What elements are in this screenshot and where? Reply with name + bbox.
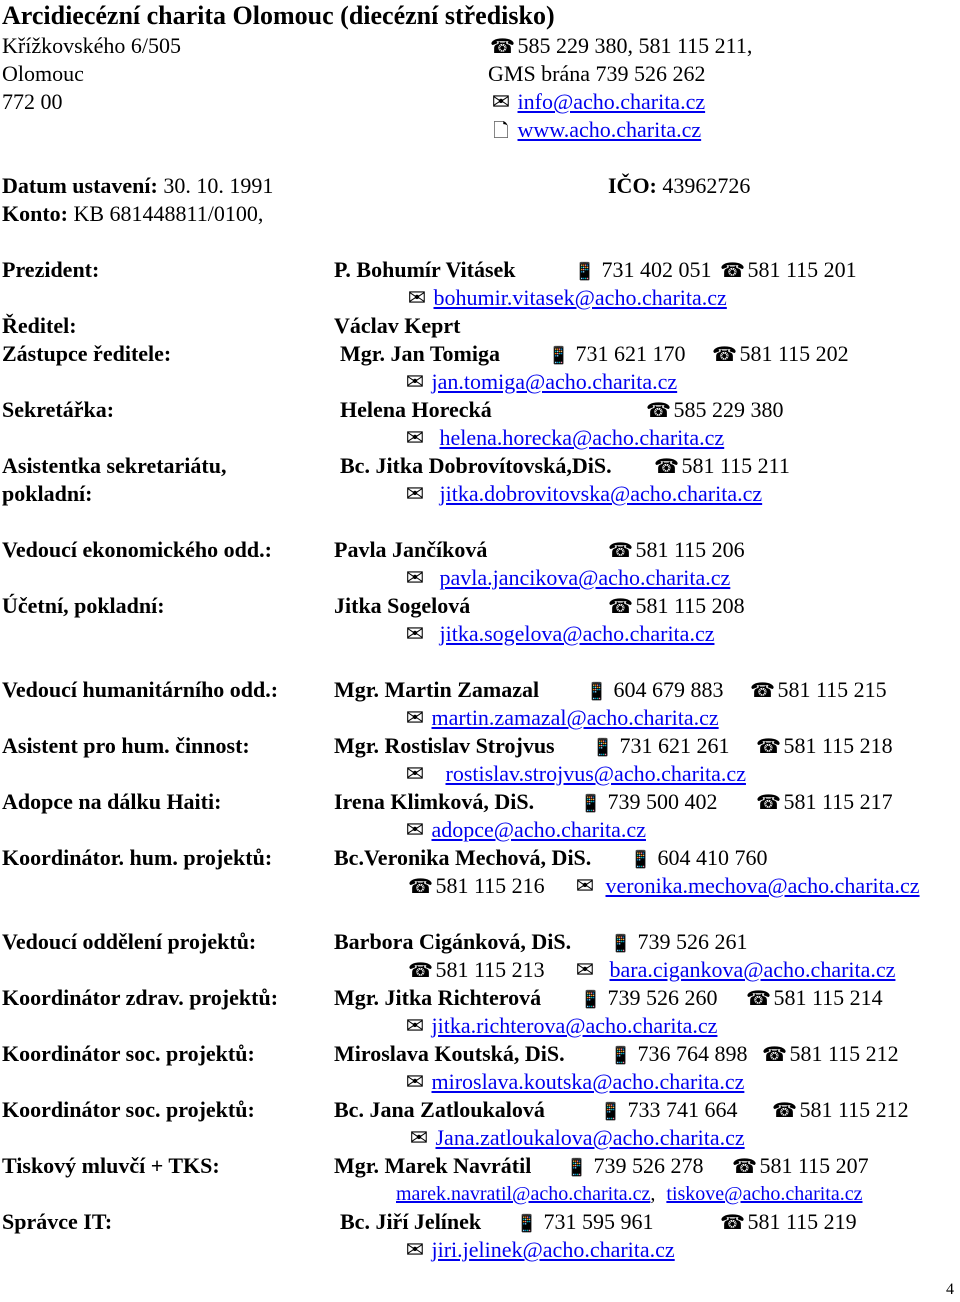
- telephone-icon: ☎: [646, 398, 671, 422]
- staff-phone: ☎ 581 115 208: [608, 593, 745, 618]
- staff-email: [404, 760, 746, 788]
- staff-email: [404, 704, 719, 732]
- staff-role: Koordinátor. hum. projektů:: [2, 845, 273, 870]
- staff-name: Irena Klimková, DiS.: [334, 789, 535, 814]
- staff-name: Barbora Cigánková, DiS.: [334, 929, 572, 954]
- staff-role: Koordinátor soc. projektů:: [2, 1097, 255, 1122]
- telephone-icon: ☎: [762, 1042, 787, 1066]
- envelope-icon: ✉: [405, 762, 425, 787]
- staff-email-link[interactable]: jitka.dobrovitovska@acho.charita.cz: [439, 481, 763, 506]
- staff-email: [574, 956, 895, 984]
- staff-role: Ředitel:: [2, 313, 77, 338]
- staff-mobile: 📱 739 500 402: [580, 788, 718, 816]
- staff-name: Václav Keprt: [334, 313, 461, 338]
- staff-role: Asistentka sekretariátu,: [2, 453, 227, 478]
- staff-name: Mgr. Jan Tomiga: [340, 341, 500, 366]
- page-number: 4: [946, 1281, 954, 1298]
- staff-email-link[interactable]: helena.horecka@acho.charita.cz: [439, 425, 725, 450]
- staff-name: Miroslava Koutská, DiS.: [334, 1041, 565, 1066]
- telephone-icon: ☎: [756, 790, 781, 814]
- address-zip: 772 00: [2, 89, 63, 114]
- staff-email: [404, 620, 714, 648]
- staff-phone: ☎ 581 115 215: [750, 677, 887, 702]
- staff-role: Tiskový mluvčí + TKS:: [2, 1153, 220, 1178]
- mobile-phone-icon: 📱: [592, 738, 614, 758]
- staff-phone: ☎ 581 115 214: [746, 985, 883, 1010]
- mobile-phone-icon: 📱: [610, 934, 632, 954]
- staff-mobile: 📱 604 679 883: [586, 676, 724, 704]
- staff-name: Jitka Sogelová: [334, 593, 471, 618]
- telephone-icon: ☎: [712, 342, 737, 366]
- staff-email-link[interactable]: bara.cigankova@acho.charita.cz: [609, 957, 896, 982]
- staff-mobile: 📱 739 526 260: [580, 984, 718, 1012]
- staff-email: [404, 564, 730, 592]
- staff-name: Helena Horecká: [340, 397, 492, 422]
- staff-email-link[interactable]: rostislav.strojvus@acho.charita.cz: [445, 761, 746, 786]
- staff-role: Správce IT:: [2, 1209, 113, 1234]
- mobile-phone-icon: 📱: [586, 682, 608, 702]
- staff-mobile: 📱 739 526 261: [610, 928, 748, 956]
- staff-email2-link[interactable]: tiskove@acho.charita.cz: [666, 1183, 863, 1205]
- envelope-icon: ✉: [405, 1070, 425, 1095]
- staff-email-link[interactable]: jitka.richterova@acho.charita.cz: [431, 1013, 718, 1038]
- mobile-phone-icon: 📱: [580, 794, 602, 814]
- envelope-icon: ✉: [491, 90, 511, 115]
- staff-name: Bc.Veronika Mechová, DiS.: [334, 845, 592, 870]
- staff-email-link[interactable]: marek.navratil@acho.charita.cz: [396, 1183, 651, 1205]
- envelope-icon: ✉: [575, 958, 595, 983]
- staff-email: [406, 284, 727, 312]
- staff-mobile: 📱 731 402 051: [574, 256, 712, 284]
- telephone-icon: ☎: [654, 454, 679, 478]
- staff-email-link[interactable]: martin.zamazal@acho.charita.cz: [431, 705, 719, 730]
- staff-name: Bc. Jitka Dobrovítovská,DiS.: [340, 453, 612, 478]
- staff-phone: ☎ 581 115 219: [720, 1209, 857, 1234]
- staff-mobile: 📱 731 621 261: [592, 732, 730, 760]
- staff-mobile: 📱 739 526 278: [566, 1152, 704, 1180]
- envelope-icon: ✉: [409, 1126, 429, 1151]
- envelope-icon: ✉: [405, 818, 425, 843]
- header-email: [490, 88, 705, 116]
- telephone-icon: ☎: [756, 734, 781, 758]
- telephone-icon: ☎: [608, 594, 633, 618]
- staff-email: [574, 872, 920, 900]
- mobile-phone-icon: 📱: [566, 1158, 588, 1178]
- header-phone: ☎ 585 229 380, 581 115 211,: [490, 33, 753, 58]
- staff-name: Mgr. Marek Navrátil: [334, 1153, 532, 1178]
- telephone-icon: ☎: [490, 34, 515, 58]
- staff-phone: ☎ 581 115 217: [756, 789, 893, 814]
- envelope-icon: ✉: [405, 1238, 425, 1263]
- staff-phone: ☎ 581 115 207: [732, 1153, 869, 1178]
- staff-phone: ☎ 581 115 212: [772, 1097, 909, 1122]
- staff-name: Mgr. Martin Zamazal: [334, 677, 540, 702]
- telephone-icon: ☎: [772, 1098, 797, 1122]
- staff-role: Účetní, pokladní:: [2, 593, 165, 618]
- ico-number: IČO: 43962726: [608, 173, 751, 198]
- mobile-phone-icon: 📱: [548, 346, 570, 366]
- telephone-icon: ☎: [746, 986, 771, 1010]
- staff-role: Vedoucí humanitárního odd.:: [2, 677, 279, 702]
- envelope-icon: ✉: [405, 370, 425, 395]
- staff-email-link[interactable]: adopce@acho.charita.cz: [431, 817, 646, 842]
- envelope-icon: ✉: [405, 706, 425, 731]
- staff-name: Mgr. Jitka Richterová: [334, 985, 542, 1010]
- staff-role: Sekretářka:: [2, 397, 115, 422]
- staff-phone: ☎ 581 115 202: [712, 341, 849, 366]
- telephone-icon: ☎: [408, 958, 433, 982]
- staff-name: Pavla Jančíková: [334, 537, 488, 562]
- staff-mobile: 📱 604 410 760: [630, 844, 768, 872]
- staff-email-link[interactable]: pavla.jancikova@acho.charita.cz: [439, 565, 731, 590]
- staff-email-link[interactable]: jitka.sogelova@acho.charita.cz: [439, 621, 715, 646]
- staff-name: Bc. Jiří Jelínek: [340, 1209, 482, 1234]
- envelope-icon: ✉: [405, 566, 425, 591]
- staff-email: [404, 1236, 675, 1264]
- staff-role: Zástupce ředitele:: [2, 341, 172, 366]
- staff-email: [404, 816, 646, 844]
- staff-phone: ☎ 581 115 212: [762, 1041, 899, 1066]
- telephone-icon: ☎: [750, 678, 775, 702]
- staff-mobile: 📱 731 621 170: [548, 340, 686, 368]
- address-street: Křížkovského 6/505: [2, 33, 182, 58]
- telephone-icon: ☎: [408, 874, 433, 898]
- envelope-icon: ✉: [407, 286, 427, 311]
- staff-role: Koordinátor soc. projektů:: [2, 1041, 255, 1066]
- address-city: Olomouc: [2, 61, 84, 86]
- staff-name: P. Bohumír Vitásek: [334, 257, 516, 282]
- telephone-icon: ☎: [720, 258, 745, 282]
- envelope-icon: ✉: [405, 622, 425, 647]
- envelope-icon: ✉: [575, 874, 595, 899]
- mobile-phone-icon: 📱: [600, 1102, 622, 1122]
- bank-account: Konto: KB 681448811/0100,: [2, 201, 264, 226]
- staff-role: Koordinátor zdrav. projektů:: [2, 985, 279, 1010]
- page-title: Arcidiecézní charita Olomouc (diecézní středisko): [2, 1, 555, 30]
- envelope-icon: ✉: [405, 1014, 425, 1039]
- mobile-phone-icon: 📱: [574, 262, 596, 282]
- staff-email: [404, 1012, 717, 1040]
- staff-role: Prezident:: [2, 257, 100, 282]
- founded-date: Datum ustavení: 30. 10. 1991: [2, 173, 274, 198]
- header-email-link[interactable]: info@acho.charita.cz: [517, 89, 706, 114]
- staff-role: Vedoucí oddělení projektů:: [2, 929, 257, 954]
- mobile-phone-icon: 📱: [580, 990, 602, 1010]
- staff-mobile: 📱 733 741 664: [600, 1096, 738, 1124]
- staff-email: marek.navratil@acho.charita.cz, tiskove@acho.charita.cz: [396, 1183, 863, 1205]
- staff-email-link[interactable]: veronika.mechova@acho.charita.cz: [605, 873, 920, 898]
- staff-role: Vedoucí ekonomického odd.:: [2, 537, 272, 562]
- header-web-link[interactable]: www.acho.charita.cz: [517, 117, 702, 142]
- header-web: [490, 116, 701, 144]
- staff-email: [408, 1124, 745, 1152]
- staff-email: [404, 480, 762, 508]
- telephone-icon: ☎: [608, 538, 633, 562]
- staff-role: Adopce na dálku Haiti:: [2, 789, 222, 814]
- staff-phone: ☎ 581 115 201: [720, 257, 857, 282]
- staff-email-link[interactable]: miroslava.koutska@acho.charita.cz: [431, 1069, 745, 1094]
- staff-phone: ☎ 581 115 216: [408, 873, 545, 898]
- staff-phone: ☎ 581 115 218: [756, 733, 893, 758]
- staff-email-link[interactable]: bohumir.vitasek@acho.charita.cz: [433, 285, 727, 310]
- staff-mobile: 📱 731 595 961: [516, 1208, 654, 1236]
- mobile-phone-icon: 📱: [516, 1214, 538, 1234]
- staff-phone: ☎ 581 115 206: [608, 537, 745, 562]
- staff-phone: ☎ 581 115 213: [408, 957, 545, 982]
- staff-phone: ☎ 585 229 380: [646, 397, 784, 422]
- staff-name: Mgr. Rostislav Strojvus: [334, 733, 555, 758]
- mobile-phone-icon: 📱: [610, 1046, 632, 1066]
- page-icon: 🗋: [493, 120, 509, 142]
- staff-email-link[interactable]: jan.tomiga@acho.charita.cz: [431, 369, 678, 394]
- staff-name: Bc. Jana Zatloukalová: [334, 1097, 545, 1122]
- envelope-icon: ✉: [405, 426, 425, 451]
- telephone-icon: ☎: [720, 1210, 745, 1234]
- staff-email-link[interactable]: jiri.jelinek@acho.charita.cz: [431, 1237, 675, 1262]
- telephone-icon: ☎: [732, 1154, 757, 1178]
- mobile-phone-icon: 📱: [630, 850, 652, 870]
- staff-phone: ☎ 581 115 211: [654, 453, 790, 478]
- staff-email: [404, 368, 677, 396]
- staff-role: Asistent pro hum. činnost:: [2, 733, 250, 758]
- staff-email-link[interactable]: Jana.zatloukalova@acho.charita.cz: [435, 1125, 745, 1150]
- staff-email: [404, 424, 724, 452]
- staff-email: [404, 1068, 744, 1096]
- staff-mobile: 📱 736 764 898: [610, 1040, 748, 1068]
- staff-role-secondary: pokladní:: [2, 481, 93, 506]
- envelope-icon: ✉: [405, 482, 425, 507]
- header-gms: GMS brána 739 526 262: [488, 61, 706, 86]
